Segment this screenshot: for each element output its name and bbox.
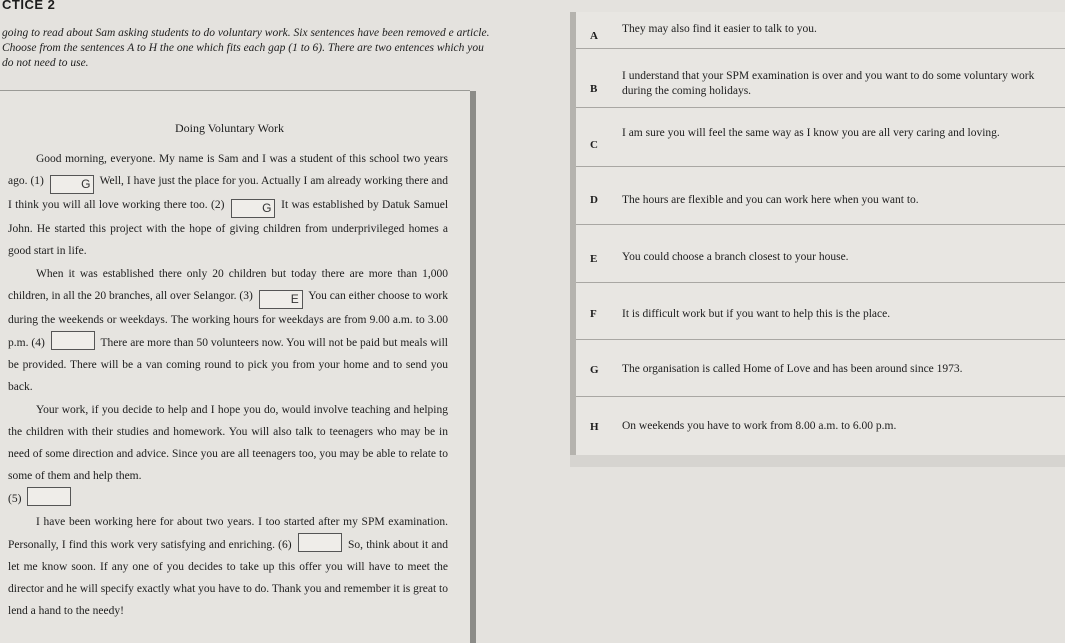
option-text: I am sure you will feel the same way as I know you are all very caring and loving. xyxy=(622,127,1000,139)
p4-text: I have been working here for about two years. I too started after my SPM examination. Personally, I find this work very satisfying and enriching. xyxy=(8,515,448,551)
paragraph-3 xyxy=(8,399,448,488)
option-letter: E xyxy=(590,253,598,265)
section-header: CTICE 2 xyxy=(2,0,56,12)
option-text: You could choose a branch closest to your house. xyxy=(622,251,849,263)
option-b[interactable] xyxy=(576,49,1065,108)
option-letter: H xyxy=(590,421,599,433)
gap-1-box[interactable]: G xyxy=(50,175,94,194)
p1-text-a: Good morning, everyone. My name is Sam and I was a student of this school two years ago. (1) xyxy=(8,153,448,188)
gap-4-box[interactable] xyxy=(51,331,95,350)
instructions: going to read about Sam asking students to do voluntary work. Six sentences have been removed e article. Choose from the sentences A to H the one which fits each gap (1 to 6). There are two entences which you do not need to use. xyxy=(2,27,490,69)
paragraph-4 xyxy=(8,511,448,623)
article-body xyxy=(8,148,448,623)
p2-text-a: When it was established there only 20 children but today there are more than 1,000 children, in all the 20 branches, all over Selangor. (3) xyxy=(8,267,448,302)
option-e[interactable] xyxy=(576,225,1065,283)
gap-6-box[interactable] xyxy=(298,533,342,552)
option-text: The organisation is called Home of Love and has been around since 1973. xyxy=(622,363,963,375)
option-text: The hours are flexible and you can work here when you want to. xyxy=(622,194,919,206)
p2-text-b: You can either choose to work during the weekends or weekdays. The working hours for weekdays are from 9.00 a.m. to 3.00 p.m. (4) xyxy=(8,289,449,350)
gap-6-number: (6) xyxy=(278,538,292,551)
option-h[interactable] xyxy=(576,397,1065,453)
paragraph-3-gap xyxy=(8,487,448,510)
option-g[interactable] xyxy=(576,340,1065,397)
option-letter: B xyxy=(590,83,598,95)
option-c[interactable] xyxy=(576,108,1065,167)
gap-5-number: (5) xyxy=(8,493,22,506)
options-panel xyxy=(570,12,1065,467)
option-letter: C xyxy=(590,139,598,151)
option-text: They may also find it easier to talk to you. xyxy=(622,23,817,35)
option-a[interactable] xyxy=(576,20,1065,49)
p3-text: Your work, if you decide to help and I hope you do, would involve teaching and helping the children with their studies and homework. You will also talk to teenagers who may be in need of some direction and advice. Since you are all teenagers too, you may be able to relate to some of them and help them. xyxy=(8,403,448,483)
option-d[interactable] xyxy=(576,167,1065,225)
p1-text-c: It was established by Datuk Samuel John. He started this project with the hope of giving children from underprivileged homes a good start in life. xyxy=(8,199,449,258)
option-letter: A xyxy=(590,30,598,42)
option-text: I understand that your SPM examination is over and you want to do some voluntary work during the coming holidays. xyxy=(622,70,1035,97)
gap-2-box[interactable]: G xyxy=(231,199,275,218)
option-f[interactable] xyxy=(576,283,1065,340)
article-title: Doing Voluntary Work xyxy=(175,121,285,135)
gap-3-box[interactable]: E xyxy=(259,290,303,309)
option-letter: G xyxy=(590,364,599,376)
option-letter: F xyxy=(590,308,597,320)
paragraph-1 xyxy=(8,148,448,263)
p1-text-b: Well, I have just the place for you. Actually I am already working there and I think you will all love working there too. (2) xyxy=(8,175,448,212)
options-bottom-edge xyxy=(570,455,1065,467)
option-text: It is difficult work but if you want to help this is the place. xyxy=(622,308,891,320)
option-letter: D xyxy=(590,194,598,206)
gap-5-box[interactable] xyxy=(27,487,71,506)
p2-text-c: There are more than 50 volunteers now. You will not be paid but meals will be provided. There will be a van coming round to pick you from your home and to send you back. xyxy=(8,337,449,394)
option-text: On weekends you have to work from 8.00 a.m. to 6.00 p.m. xyxy=(622,420,897,432)
p4-text-b: So, think about it and let me know soon. If any one of you decides to take up this offer you will have to meet the director and he will specify exactly what you have to do. Thank you and remember it is great to lend a hand to the needy! xyxy=(8,538,448,618)
paragraph-2 xyxy=(8,263,448,399)
